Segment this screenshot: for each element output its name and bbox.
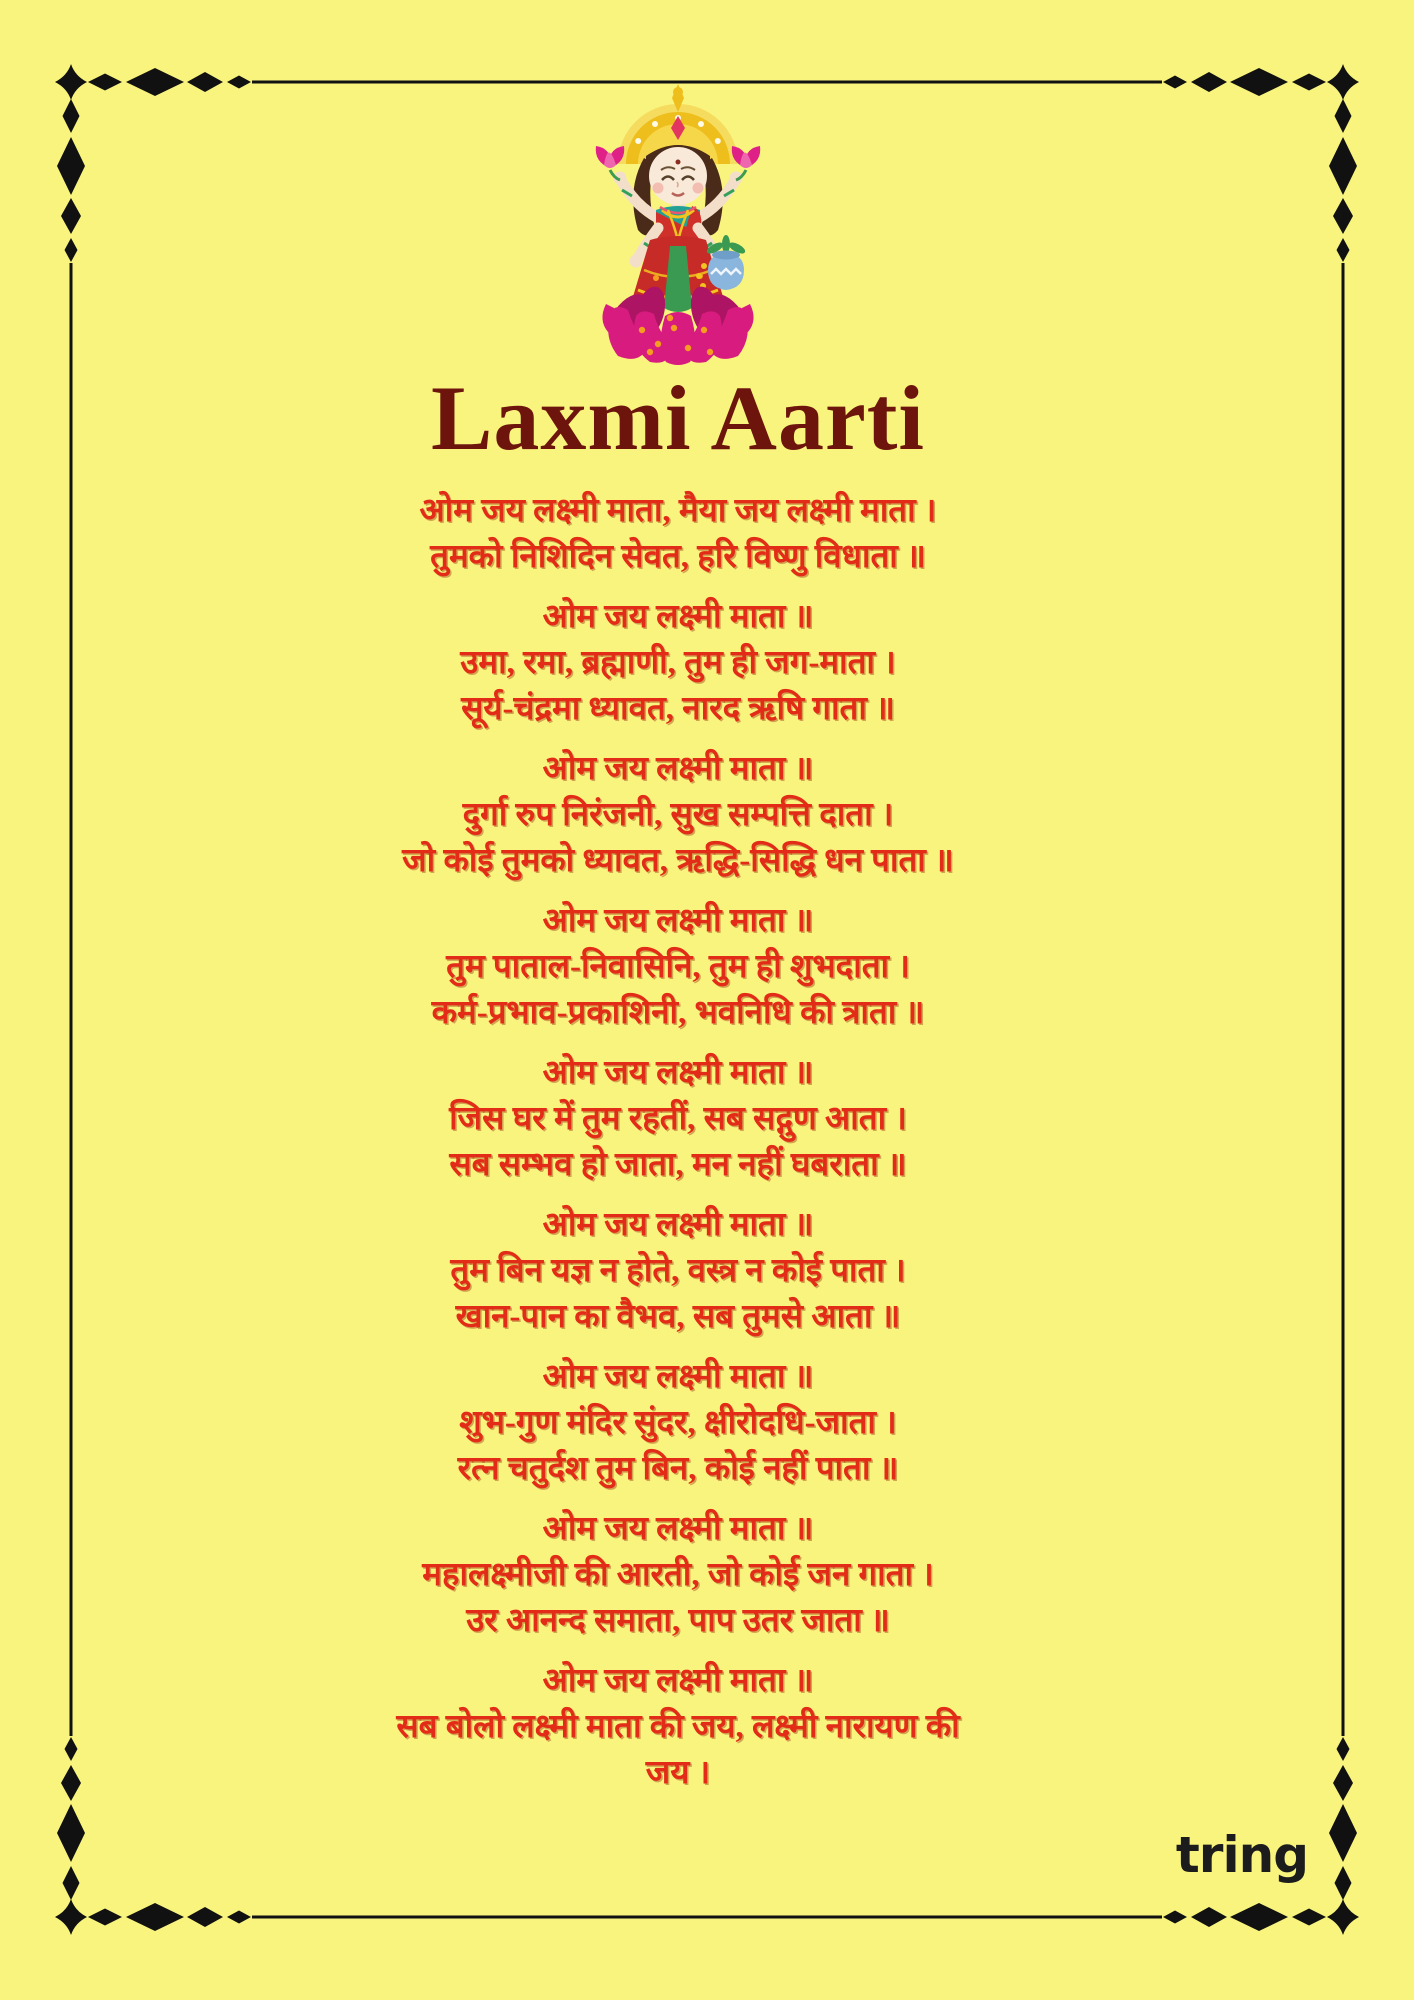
aarti-line: जो कोई तुमको ध्यावत, ऋद्धि-सिद्धि धन पाता ॥ bbox=[402, 843, 954, 879]
aarti-line: खान-पान का वैभव, सब तुमसे आता ॥ bbox=[455, 1299, 901, 1335]
aarti-line: रत्न चतुर्दश तुम बिन, कोई नहीं पाता ॥ bbox=[457, 1451, 899, 1487]
aarti-refrain-line: ओम जय लक्ष्मी माता ॥ bbox=[542, 1663, 814, 1699]
aarti-line: तुम बिन यज्ञ न होते, वस्त्र न कोई पाता । bbox=[450, 1253, 906, 1289]
aarti-text bbox=[0, 488, 1356, 1796]
aarti-refrain-line: ओम जय लक्ष्मी माता ॥ bbox=[542, 1359, 814, 1395]
aarti-line: तुमको निशिदिन सेवत, हरि विष्णु विधाता ॥ bbox=[430, 539, 926, 575]
aarti-line: सब बोलो लक्ष्मी माता की जय, लक्ष्मी नारायण की bbox=[396, 1709, 960, 1745]
aarti-refrain-line: ओम जय लक्ष्मी माता ॥ bbox=[542, 599, 814, 635]
aarti-refrain-line: ओम जय लक्ष्मी माता ॥ bbox=[542, 1055, 814, 1091]
aarti-line: उमा, रमा, ब्रह्माणी, तुम ही जग-माता । bbox=[460, 645, 896, 681]
aarti-line: दुर्गा रुप निरंजनी, सुख सम्पत्ति दाता । bbox=[462, 797, 894, 833]
page-title: Laxmi Aarti bbox=[431, 367, 925, 469]
aarti-line: सूर्य-चंद्रमा ध्यावत, नारद ऋषि गाता ॥ bbox=[461, 691, 895, 727]
aarti-stanza bbox=[0, 1658, 1356, 1796]
aarti-stanza bbox=[0, 746, 1356, 884]
aarti-line: तुम पाताल-निवासिनि, तुम ही शुभदाता । bbox=[446, 949, 910, 985]
aarti-line: उर आनन्द समाता, पाप उतर जाता ॥ bbox=[466, 1603, 890, 1639]
aarti-stanza bbox=[0, 1202, 1356, 1340]
aarti-stanza bbox=[0, 594, 1356, 732]
aarti-refrain-line: ओम जय लक्ष्मी माता ॥ bbox=[542, 1207, 814, 1243]
aarti-stanza bbox=[0, 488, 1356, 580]
aarti-line: महालक्ष्मीजी की आरती, जो कोई जन गाता । bbox=[422, 1557, 934, 1593]
aarti-refrain-line: ओम जय लक्ष्मी माता ॥ bbox=[542, 751, 814, 787]
aarti-stanza bbox=[0, 1050, 1356, 1188]
aarti-line: जय । bbox=[645, 1755, 711, 1791]
aarti-refrain-line: ओम जय लक्ष्मी माता ॥ bbox=[542, 1511, 814, 1547]
face bbox=[649, 147, 707, 212]
aarti-line: कर्म-प्रभाव-प्रकाशिनी, भवनिधि की त्राता ॥ bbox=[431, 995, 925, 1031]
aarti-line: शुभ-गुण मंदिर सुंदर, क्षीरोदधि-जाता । bbox=[459, 1405, 897, 1441]
aarti-refrain-line: ओम जय लक्ष्मी माता ॥ bbox=[542, 903, 814, 939]
aarti-line: सब सम्भव हो जाता, मन नहीं घबराता ॥ bbox=[449, 1147, 907, 1183]
aarti-stanza bbox=[0, 1506, 1356, 1644]
aarti-line: जिस घर में तुम रहतीं, सब सद्गुण आता । bbox=[449, 1101, 907, 1137]
aarti-stanza bbox=[0, 898, 1356, 1036]
aarti-stanza bbox=[0, 1354, 1356, 1492]
brand-logo: tring bbox=[1175, 1826, 1308, 1884]
lakshmi-illustration bbox=[558, 78, 798, 368]
aarti-line: ओम जय लक्ष्मी माता, मैया जय लक्ष्मी माता । bbox=[419, 493, 937, 529]
